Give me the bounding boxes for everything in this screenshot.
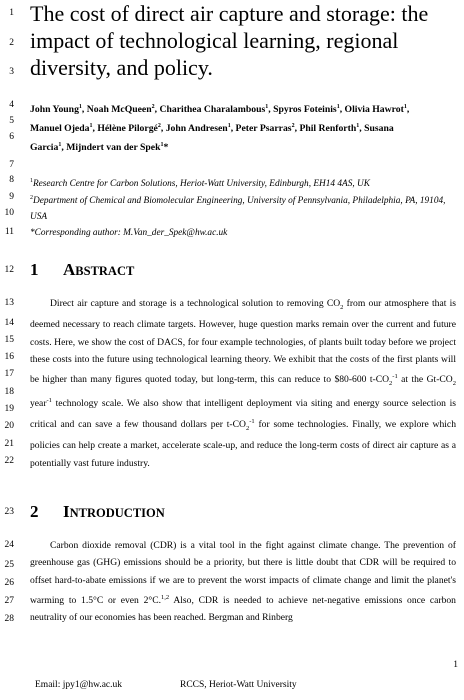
line-number: 1 (9, 8, 14, 18)
author-line: John Young$^1$, Noah McQueen$^2$, Charithea Charalambous$^1$, Spyros Foteinis$^1$, Olivia Hawrot$^1$, (30, 104, 410, 116)
line-number: 10 (4, 208, 14, 218)
line-number: 12 (4, 265, 14, 275)
line-number: 19 (4, 404, 14, 414)
author-line: Garcia$^1$, Mijndert van der Spek$^1$* (30, 142, 169, 154)
author-line: Manuel Ojeda$^1$, Hélène Pilorgé$^2$, John Andresen$^1$, Peter Psarras$^2$, Phil Renforth$^1$, Susana (30, 123, 394, 135)
line-number: 23 (4, 507, 14, 517)
line-number: 27 (4, 596, 14, 606)
line-number: 9 (9, 192, 14, 202)
line-number: 28 (4, 614, 14, 624)
line-number: 5 (9, 116, 14, 126)
line-number: 25 (4, 560, 14, 570)
abstract-paragraph: Direct air capture and storage is a technological solution to removing $CO_2$ from our atmosphere that is deemed necessary to reach climate targets. However, huge question marks remain over the current and future costs. Here, we show the cost of DACS, for four example technologies, of plants built today before we project these costs into the future using technological learning theory. We exhibit that the costs of the first plants will be higher than many figures quoted today, but long-term, this can reduce to $80-600 $t-CO_2^{-1}$ at the $Gt-CO_2$ year$^{-1}$ technology scale. We also show that intelligent deployment via siting and energy source selection is critical and can save a few thousand dollars per $t-CO_2^{-1}$ for some technologies. Finally, we explore which policies can help create a market, accelerate scale-up, and reduce the long-term costs of direct air capture as a potentially vast future industry. (30, 298, 456, 469)
line-number: 22 (4, 456, 14, 466)
affiliation-1: $^1$Research Centre for Carbon Solutions, Heriot-Watt University, Edinburgh, EH14 4AS, UK (30, 178, 370, 190)
section-heading-introduction: 2 INTRODUCTION (30, 502, 165, 521)
line-number: 3 (9, 67, 14, 77)
line-number: 14 (4, 318, 14, 328)
author-list (30, 99, 455, 157)
affiliation-2: $^2$Department of Chemical and Biomolecular Engineering, University of Pennsylvania, Philadelphia, PA, 19104, USA (30, 195, 446, 223)
section-heading-abstract: 1 ABSTRACT (30, 260, 135, 279)
line-number: 4 (9, 100, 14, 110)
introduction-paragraph: Carbon dioxide removal (CDR) is a vital tool in the fight against climate change. The prevention of greenhouse gas (GHG) emissions should be a priority, but there is little doubt that CDR will be required to offset hard-to-abate emissions if we are to prevent the worst impacts of climate change and limit the planet's warming to 1.5°C or even 2°C.$^{1,2}$ Also, CDR is needed to achieve net-negative emissions once carbon neutrality of our economies has been reached. Bergman and Rinberg (30, 540, 456, 624)
line-number: 21 (4, 439, 14, 449)
line-number: 11 (4, 227, 14, 237)
line-number: 7 (9, 160, 14, 170)
corresponding-author: *Corresponding author: M.Van_der_Spek@hw.ac.uk (30, 228, 228, 238)
line-number: 26 (4, 578, 14, 588)
line-number: 15 (4, 335, 14, 345)
line-number: 20 (4, 421, 14, 431)
line-number: 2 (9, 38, 14, 48)
paper-title: The cost of direct air capture and storage: the impact of technological learning, regional diversity, and policy. (30, 1, 429, 80)
line-number: 6 (9, 132, 14, 142)
line-number: 18 (4, 387, 14, 397)
line-number: 24 (4, 540, 14, 550)
line-number: 17 (4, 369, 14, 379)
footer-email: Email: jpy1@hw.ac.uk (35, 680, 123, 690)
page-number: 1 (453, 660, 458, 670)
footer-affiliation: RCCS, Heriot-Watt University (180, 680, 297, 690)
line-number: 8 (9, 175, 14, 185)
line-number: 16 (4, 352, 14, 362)
line-number: 13 (4, 298, 14, 308)
